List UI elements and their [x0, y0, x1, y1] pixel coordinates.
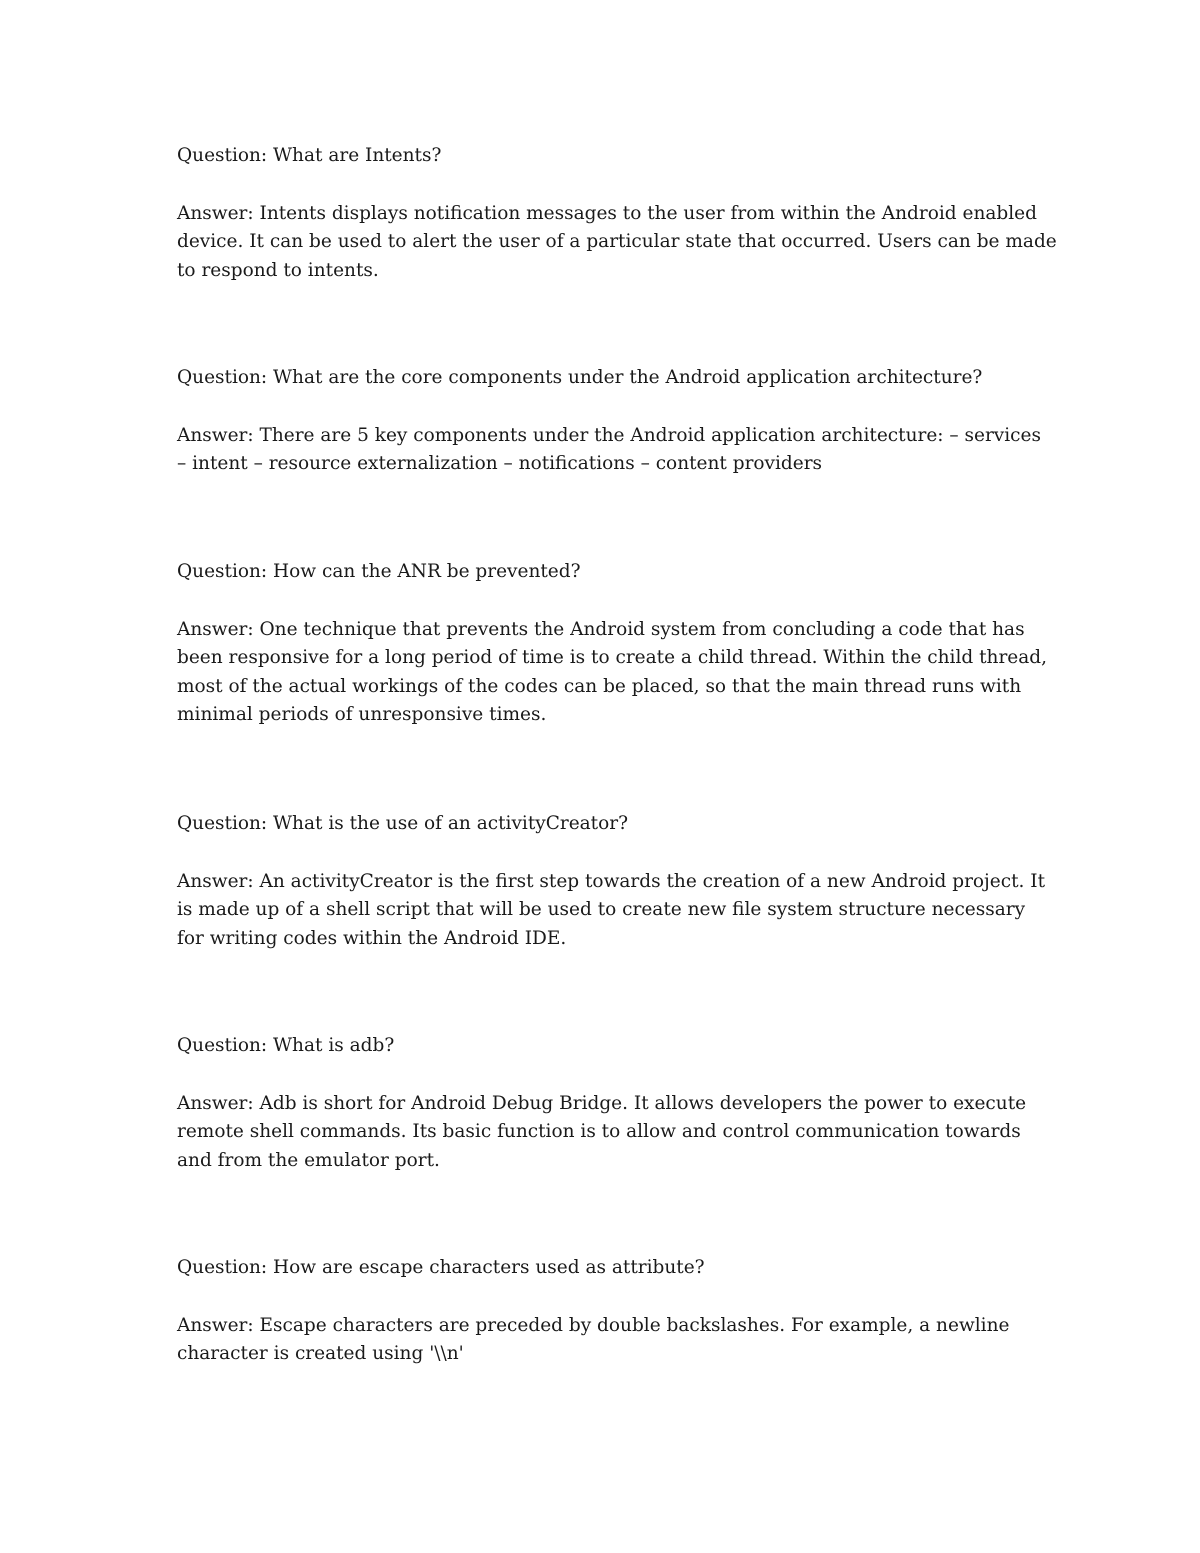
answer-line: been responsive for a long period of time is to create a child thread. Within the child thread, [177, 647, 1047, 669]
answer-line: and from the emulator port. [177, 1149, 440, 1171]
qa-block [177, 364, 1041, 479]
answer-line: Answer: One technique that prevents the Android system from concluding a code that has [177, 618, 1025, 640]
question-text: Question: What are Intents? [177, 145, 442, 166]
answer-line: Answer: There are 5 key components under the Android application architecture: – services [177, 424, 1041, 446]
qa-block [177, 142, 1057, 285]
question-text: Question: How can the ANR be prevented? [177, 561, 581, 582]
answer-text [177, 1090, 1027, 1176]
question-text: Question: What is the use of an activityCreator? [177, 813, 629, 834]
answer-line: Answer: Escape characters are preceded by double backslashes. For example, a newline [177, 1314, 1010, 1336]
question-text: Question: How are escape characters used as attribute? [177, 1257, 705, 1278]
answer-line: is made up of a shell script that will be used to create new file system structure necessary [177, 899, 1026, 921]
answer-text [177, 422, 1041, 479]
answer-line: character is created using '\\n' [177, 1343, 464, 1365]
question-text: Question: What are the core components under the Android application architecture? [177, 367, 983, 388]
answer-line: for writing codes within the Android IDE. [177, 927, 567, 949]
answer-line: remote shell commands. Its basic function is to allow and control communication towards [177, 1121, 1021, 1143]
answer-text [177, 200, 1057, 286]
answer-line: – intent – resource externalization – notifications – content providers [177, 453, 823, 475]
answer-line: most of the actual workings of the codes can be placed, so that the main thread runs with [177, 675, 1022, 697]
answer-line: Answer: Intents displays notification messages to the user from within the Android enabled [177, 202, 1037, 224]
question-text: Question: What is adb? [177, 1035, 395, 1056]
answer-line: Answer: An activityCreator is the first step towards the creation of a new Android project. It [177, 870, 1046, 892]
qa-block [177, 1254, 1027, 1369]
answer-line: minimal periods of unresponsive times. [177, 704, 547, 726]
answer-text [177, 1312, 1027, 1369]
answer-line: device. It can be used to alert the user of a particular state that occurred. Users can be made [177, 231, 1057, 253]
qa-block [177, 810, 1046, 953]
qa-block [177, 558, 1047, 730]
answer-text [177, 868, 1046, 954]
answer-line: Answer: Adb is short for Android Debug Bridge. It allows developers the power to execute [177, 1092, 1027, 1114]
qa-block [177, 1032, 1027, 1175]
answer-text [177, 616, 1047, 730]
answer-line: to respond to intents. [177, 259, 379, 281]
